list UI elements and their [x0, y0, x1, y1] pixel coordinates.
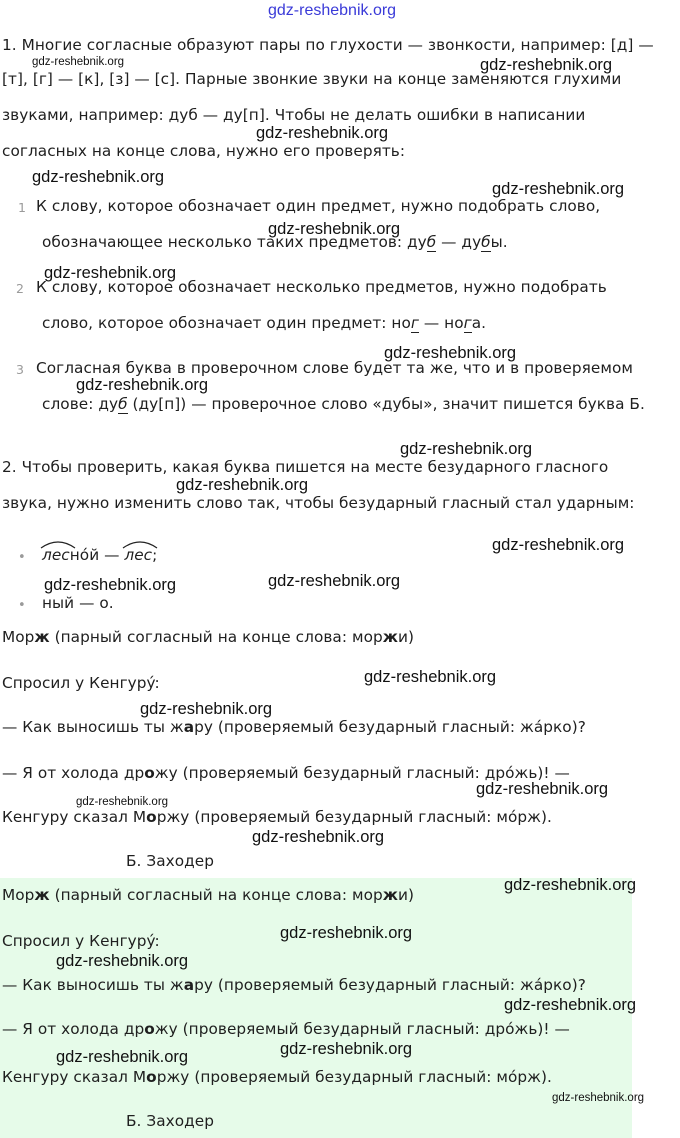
- step-number: 2: [16, 281, 24, 296]
- poem-line2-highlight: Спросил у Кенгурý:: [2, 932, 160, 950]
- root-mark: лес: [124, 546, 152, 564]
- root-arc-icon: [40, 539, 76, 549]
- step3-line2: слове: дуб (ду[п]) — проверочное слово «дубы», значит пишется буква Б.: [42, 395, 645, 413]
- watermark: gdz-reshebnik.org: [44, 576, 177, 594]
- poem-line4-highlight: — Я от холода дрожу (проверяемый безударный гласный: дрόжь)! —: [2, 1020, 570, 1038]
- watermark: gdz-reshebnik.org: [504, 876, 637, 894]
- watermark: gdz-reshebnik.org: [476, 780, 609, 798]
- section1-line3: звуками, например: дуб — ду[п]. Чтобы не делать ошибки в написании: [2, 106, 586, 124]
- watermark-top: gdz-reshebnik.org: [268, 2, 397, 19]
- poem-line5: Кенгуру сказал Моржу (проверяемый безударный гласный: мόрж).: [2, 808, 552, 826]
- poem-author: Б. Заходер: [126, 852, 215, 870]
- poem-line1: Морж (парный согласный на конце слова: моржи): [2, 628, 415, 646]
- watermark: gdz-reshebnik.org: [268, 220, 401, 238]
- poem-line1-highlight: Морж (парный согласный на конце слова: моржи): [2, 886, 415, 904]
- section1-line1: 1. Многие согласные образуют пары по глухости — звонкости, например: [д] —: [2, 36, 654, 54]
- watermark: gdz-reshebnik.org: [76, 376, 209, 394]
- watermark: gdz-reshebnik.org: [504, 996, 637, 1014]
- step-number: 3: [16, 362, 24, 377]
- watermark: gdz-reshebnik.org: [140, 700, 273, 718]
- poem-line5-highlight: Кенгуру сказал Моржу (проверяемый безударный гласный: мόрж).: [2, 1068, 552, 1086]
- watermark: gdz-reshebnik.org: [364, 668, 497, 686]
- section2-line2: звука, нужно изменить слово так, чтобы безударный гласный стал ударным:: [2, 494, 635, 512]
- watermark: gdz-reshebnik.org: [56, 1048, 189, 1066]
- bullet-dot: •: [18, 550, 26, 565]
- section2-line1: 2. Чтобы проверить, какая буква пишется на месте безударного гласного: [2, 458, 609, 476]
- step1-line1: К слову, которое обозначает один предмет, нужно подобрать слово,: [36, 197, 601, 215]
- watermark: gdz-reshebnik.org: [268, 572, 401, 590]
- watermark: gdz-reshebnik.org: [256, 124, 389, 142]
- watermark: gdz-reshebnik.org: [280, 924, 413, 942]
- watermark: gdz-reshebnik.org: [56, 952, 189, 970]
- watermark: gdz-reshebnik.org: [32, 56, 125, 68]
- watermark: gdz-reshebnik.org: [76, 796, 169, 808]
- watermark: gdz-reshebnik.org: [252, 828, 385, 846]
- bullet-dot: •: [18, 598, 26, 613]
- bullet1-example: леснόй — лес;: [42, 546, 157, 564]
- step-number: 1: [18, 200, 26, 215]
- watermark: gdz-reshebnik.org: [384, 344, 517, 362]
- watermark: gdz-reshebnik.org: [176, 476, 309, 494]
- poem-line3: — Как выносишь ты жару (проверяемый безударный гласный: жáрко)?: [2, 718, 586, 736]
- watermark: gdz-reshebnik.org: [400, 440, 533, 458]
- watermark: gdz-reshebnik.org: [492, 536, 625, 554]
- bullet2-example: ный — о.: [42, 594, 114, 612]
- watermark: gdz-reshebnik.org: [480, 56, 613, 74]
- step2-line2: слово, которое обозначает один предмет: ног — нога.: [42, 314, 487, 332]
- poem-line3-highlight: — Как выносишь ты жару (проверяемый безударный гласный: жáрко)?: [2, 976, 586, 994]
- step3-line1: Согласная буква в проверочном слове будет та же, что и в проверяемом: [36, 359, 633, 377]
- watermark: gdz-reshebnik.org: [32, 168, 165, 186]
- poem-author-highlight: Б. Заходер: [126, 1112, 215, 1130]
- root-arc-icon: [122, 539, 158, 549]
- poem-line4: — Я от холода дрожу (проверяемый безударный гласный: дрόжь)! —: [2, 764, 570, 782]
- root-mark: лес: [42, 546, 70, 564]
- watermark: gdz-reshebnik.org: [552, 1092, 645, 1104]
- watermark: gdz-reshebnik.org: [280, 1040, 413, 1058]
- poem-line2: Спросил у Кенгурý:: [2, 674, 160, 692]
- watermark: gdz-reshebnik.org: [492, 180, 625, 198]
- section1-line2: [т], [г] — [к], [з] — [с]. Парные звонкие звуки на конце заменяются глухими: [2, 70, 622, 88]
- section1-line4: согласных на конце слова, нужно его проверять:: [2, 142, 406, 160]
- watermark: gdz-reshebnik.org: [44, 264, 177, 282]
- step1-line2: обозначающее несколько таких предметов: дуб — дубы.: [42, 233, 508, 251]
- step2-line1: К слову, которое обозначает несколько предметов, нужно подобрать: [36, 278, 607, 296]
